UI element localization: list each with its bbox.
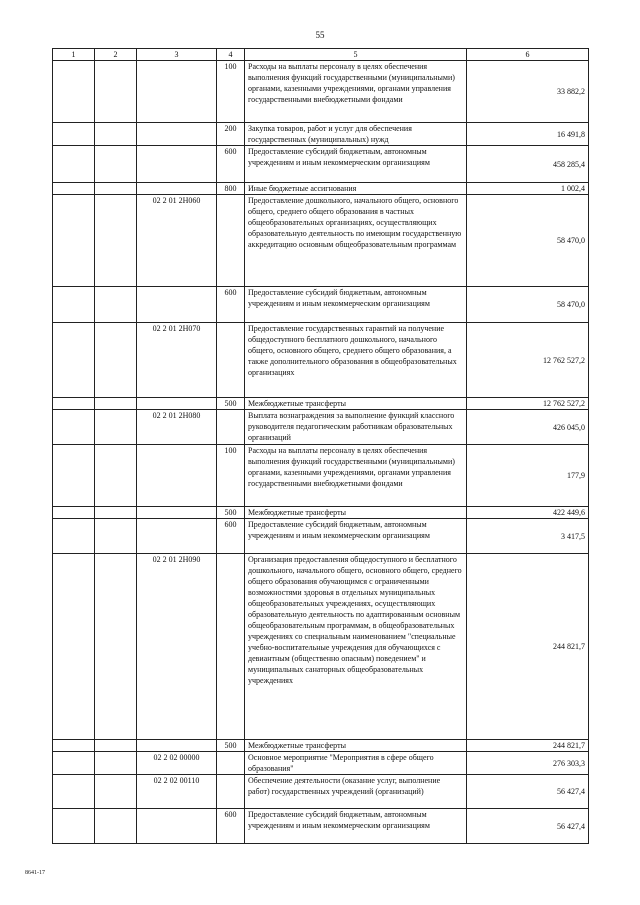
target-article-cell (137, 809, 217, 844)
table-row (53, 123, 589, 146)
expense-type-cell: 800 (217, 183, 245, 195)
header-col-6: 6 (467, 49, 589, 61)
cell-col-1 (53, 398, 95, 410)
table-row (53, 323, 589, 398)
description-cell: Иные бюджетные ассигнования (245, 183, 467, 195)
target-article-cell: 02 2 01 2Н080 (137, 410, 217, 445)
expense-type-cell: 500 (217, 398, 245, 410)
cell-col-2 (95, 410, 137, 445)
cell-col-2 (95, 554, 137, 740)
cell-col-2 (95, 775, 137, 809)
target-article-cell (137, 287, 217, 323)
expense-type-cell (217, 195, 245, 287)
cell-col-1 (53, 554, 95, 740)
table-row (53, 195, 589, 287)
target-article-cell (137, 61, 217, 123)
description-cell: Закупка товаров, работ и услуг для обеспечения государственных (муниципальных) нужд (245, 123, 467, 146)
table-row (53, 287, 589, 323)
cell-col-1 (53, 183, 95, 195)
header-col-1: 1 (53, 49, 95, 61)
amount-cell: 58 470,0 (467, 195, 589, 287)
cell-col-2 (95, 740, 137, 752)
amount-cell: 177,9 (467, 445, 589, 507)
target-article-cell (137, 146, 217, 183)
amount-cell: 16 491,8 (467, 123, 589, 146)
cell-col-1 (53, 410, 95, 445)
amount-cell: 426 045,0 (467, 410, 589, 445)
target-article-cell (137, 183, 217, 195)
cell-col-1 (53, 752, 95, 775)
cell-col-2 (95, 287, 137, 323)
description-cell: Межбюджетные трансферты (245, 740, 467, 752)
cell-col-1 (53, 775, 95, 809)
header-col-4: 4 (217, 49, 245, 61)
description-cell: Основное мероприятие "Мероприятия в сфере общего образования" (245, 752, 467, 775)
description-cell: Выплата вознаграждения за выполнение функций классного руководителя педагогическим работникам образовательных организаций (245, 410, 467, 445)
amount-cell: 33 882,2 (467, 61, 589, 123)
expense-type-cell: 600 (217, 809, 245, 844)
header-col-2: 2 (95, 49, 137, 61)
cell-col-1 (53, 809, 95, 844)
description-cell: Обеспечение деятельности (оказание услуг, выполнение работ) государственных учреждений (организаций) (245, 775, 467, 809)
cell-col-2 (95, 445, 137, 507)
table-row (53, 740, 589, 752)
expense-type-cell: 500 (217, 740, 245, 752)
expense-type-cell (217, 554, 245, 740)
table-row (53, 554, 589, 740)
table-row (53, 775, 589, 809)
amount-cell: 56 427,4 (467, 775, 589, 809)
table-row (53, 146, 589, 183)
amount-cell: 58 470,0 (467, 287, 589, 323)
expense-type-cell (217, 752, 245, 775)
table-row (53, 519, 589, 554)
amount-cell: 1 002,4 (467, 183, 589, 195)
amount-cell: 422 449,6 (467, 507, 589, 519)
amount-cell: 12 762 527,2 (467, 398, 589, 410)
cell-col-2 (95, 507, 137, 519)
amount-cell: 56 427,4 (467, 809, 589, 844)
table-header-row (53, 49, 589, 61)
expense-type-cell: 600 (217, 146, 245, 183)
expense-type-cell (217, 775, 245, 809)
description-cell: Расходы на выплаты персоналу в целях обеспечения выполнения функций государственными (муниципальными) органами, казенными учреждениями, органами управления государственными внебюджетными фондами (245, 445, 467, 507)
cell-col-1 (53, 740, 95, 752)
target-article-cell (137, 519, 217, 554)
expense-type-cell: 100 (217, 61, 245, 123)
description-cell: Предоставление субсидий бюджетным, автономным учреждениям и иным некоммерческим организациям (245, 146, 467, 183)
expense-type-cell: 500 (217, 507, 245, 519)
amount-cell: 3 417,5 (467, 519, 589, 554)
description-cell: Межбюджетные трансферты (245, 507, 467, 519)
cell-col-1 (53, 195, 95, 287)
amount-cell: 12 762 527,2 (467, 323, 589, 398)
footer-code: 8641-17 (25, 870, 45, 876)
cell-col-1 (53, 323, 95, 398)
header-col-3: 3 (137, 49, 217, 61)
table-row (53, 507, 589, 519)
amount-cell: 276 303,3 (467, 752, 589, 775)
cell-col-1 (53, 507, 95, 519)
cell-col-2 (95, 146, 137, 183)
cell-col-1 (53, 61, 95, 123)
description-cell: Расходы на выплаты персоналу в целях обеспечения выполнения функций государственными (муниципальными) органами, казенными учреждениями, органами управления государственными внебюджетными фондами (245, 61, 467, 123)
description-cell: Межбюджетные трансферты (245, 398, 467, 410)
header-col-5: 5 (245, 49, 467, 61)
cell-col-1 (53, 287, 95, 323)
table-row (53, 809, 589, 844)
description-cell: Предоставление субсидий бюджетным, автономным учреждениям и иным некоммерческим организациям (245, 287, 467, 323)
target-article-cell (137, 740, 217, 752)
budget-table (52, 48, 589, 844)
cell-col-2 (95, 398, 137, 410)
target-article-cell: 02 2 02 00110 (137, 775, 217, 809)
target-article-cell: 02 2 02 00000 (137, 752, 217, 775)
cell-col-1 (53, 123, 95, 146)
description-cell: Предоставление государственных гарантий на получение общедоступного бесплатного дошкольного, начального общего, основного общего, среднего общего образования, а также дополнительного образования в общеобразовательных организациях (245, 323, 467, 398)
expense-type-cell: 200 (217, 123, 245, 146)
table-row (53, 752, 589, 775)
cell-col-2 (95, 519, 137, 554)
expense-type-cell: 600 (217, 519, 245, 554)
cell-col-2 (95, 323, 137, 398)
target-article-cell (137, 398, 217, 410)
target-article-cell (137, 445, 217, 507)
cell-col-1 (53, 519, 95, 554)
expense-type-cell (217, 323, 245, 398)
cell-col-2 (95, 123, 137, 146)
expense-type-cell: 100 (217, 445, 245, 507)
cell-col-1 (53, 146, 95, 183)
table-row (53, 398, 589, 410)
cell-col-2 (95, 195, 137, 287)
expense-type-cell (217, 410, 245, 445)
target-article-cell: 02 2 01 2Н060 (137, 195, 217, 287)
description-cell: Организация предоставления общедоступного и бесплатного дошкольного, начального общего, основного общего, среднего общего образования обучающимся с ограниченными возможностями здоровья в отдельных муниципальных общеобразовательных учреждениях, осуществляющих образовательную деятельность по адаптированным основным общеобразовательным программам, в общеобразовательных учреждениях со специальным наименованием "специальные учебно-воспитательные учреждения для обучающихся с девиантным (общественно опасным) поведением" и муниципальных санаторных общеобразовательных учреждениях (245, 554, 467, 740)
table-row (53, 410, 589, 445)
cell-col-1 (53, 445, 95, 507)
amount-cell: 458 285,4 (467, 146, 589, 183)
cell-col-2 (95, 183, 137, 195)
amount-cell: 244 821,7 (467, 740, 589, 752)
amount-cell: 244 821,7 (467, 554, 589, 740)
table-row (53, 61, 589, 123)
target-article-cell: 02 2 01 2Н070 (137, 323, 217, 398)
expense-type-cell: 600 (217, 287, 245, 323)
description-cell: Предоставление субсидий бюджетным, автономным учреждениям и иным некоммерческим организациям (245, 519, 467, 554)
cell-col-2 (95, 809, 137, 844)
target-article-cell (137, 507, 217, 519)
cell-col-2 (95, 61, 137, 123)
description-cell: Предоставление дошкольного, начального общего, основного общего, среднего общего образования в частных общеобразовательных организациях, осуществляющих образовательную деятельность по имеющим государственную аккредитацию основным общеобразовательным программам (245, 195, 467, 287)
cell-col-2 (95, 752, 137, 775)
table-row (53, 445, 589, 507)
table-row (53, 183, 589, 195)
page-number: 55 (315, 30, 325, 40)
target-article-cell (137, 123, 217, 146)
description-cell: Предоставление субсидий бюджетным, автономным учреждениям и иным некоммерческим организациям (245, 809, 467, 844)
target-article-cell: 02 2 01 2Н090 (137, 554, 217, 740)
